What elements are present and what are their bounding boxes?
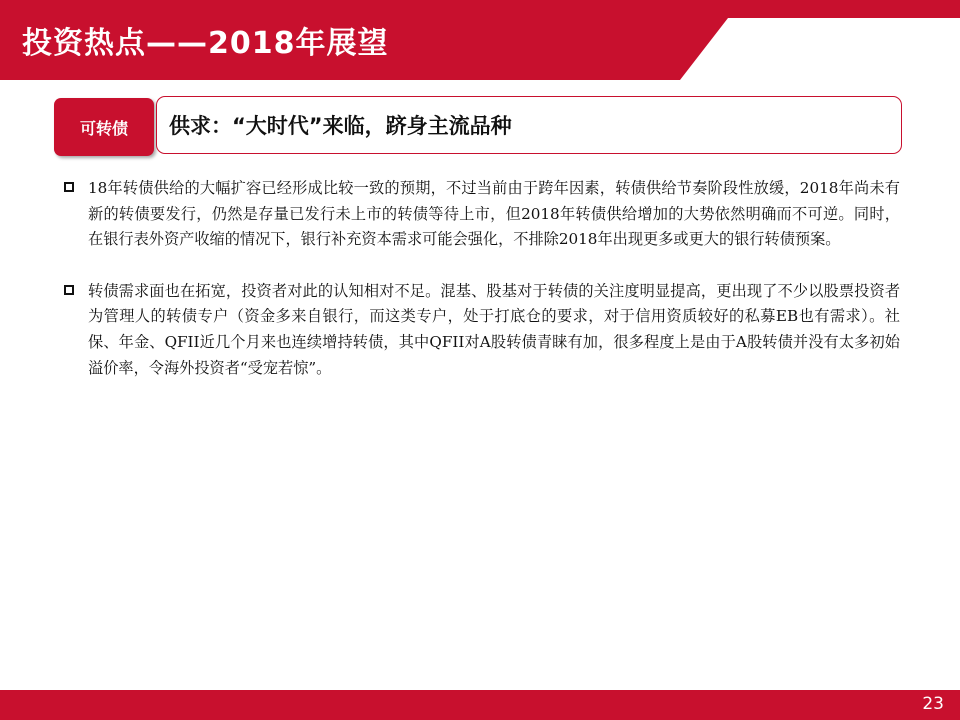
paragraph-text: 转债需求面也在拓宽，投资者对此的认知相对不足。混基、股基对于转债的关注度明显提高，更出现了不少以股票投资者为管理人的转债专户（资金多来自银行，而这类专户，处于打底仓的要求，对于信用资质较好的私募EB也有需求）。社保、年金、QFII近几个月来也连续增持转债，其中QFII对A股转债青睐有加，很多程度上是由于A股转债并没有太多初始溢价率，令海外投资者“受宠若惊”。 [88,281,900,377]
section-tag: 可转债 [54,98,154,156]
section-title: 供求：“大时代”来临，跻身主流品种 [169,114,512,138]
title-banner [0,0,960,80]
page-number: 23 [922,694,944,714]
footer-bar [0,690,960,720]
square-bullet-icon [64,182,74,192]
paragraph-supply [64,176,900,253]
square-bullet-icon [64,285,74,295]
section-header-box [156,96,902,154]
paragraph-demand [64,279,900,381]
page-title: 投资热点——2018年展望 [22,26,389,61]
content-area [64,176,900,407]
paragraph-text: 18年转债供给的大幅扩容已经形成比较一致的预期，不过当前由于跨年因素，转债供给节奏阶段性放缓，2018年尚未有新的转债要发行，仍然是存量已发行未上市的转债等待上市，但2018年转债供给增加的大势依然明确而不可逆。同时，在银行表外资产收缩的情况下，银行补充资本需求可能会强化，不排除2018年出现更多或更大的银行转债预案。 [88,179,900,249]
